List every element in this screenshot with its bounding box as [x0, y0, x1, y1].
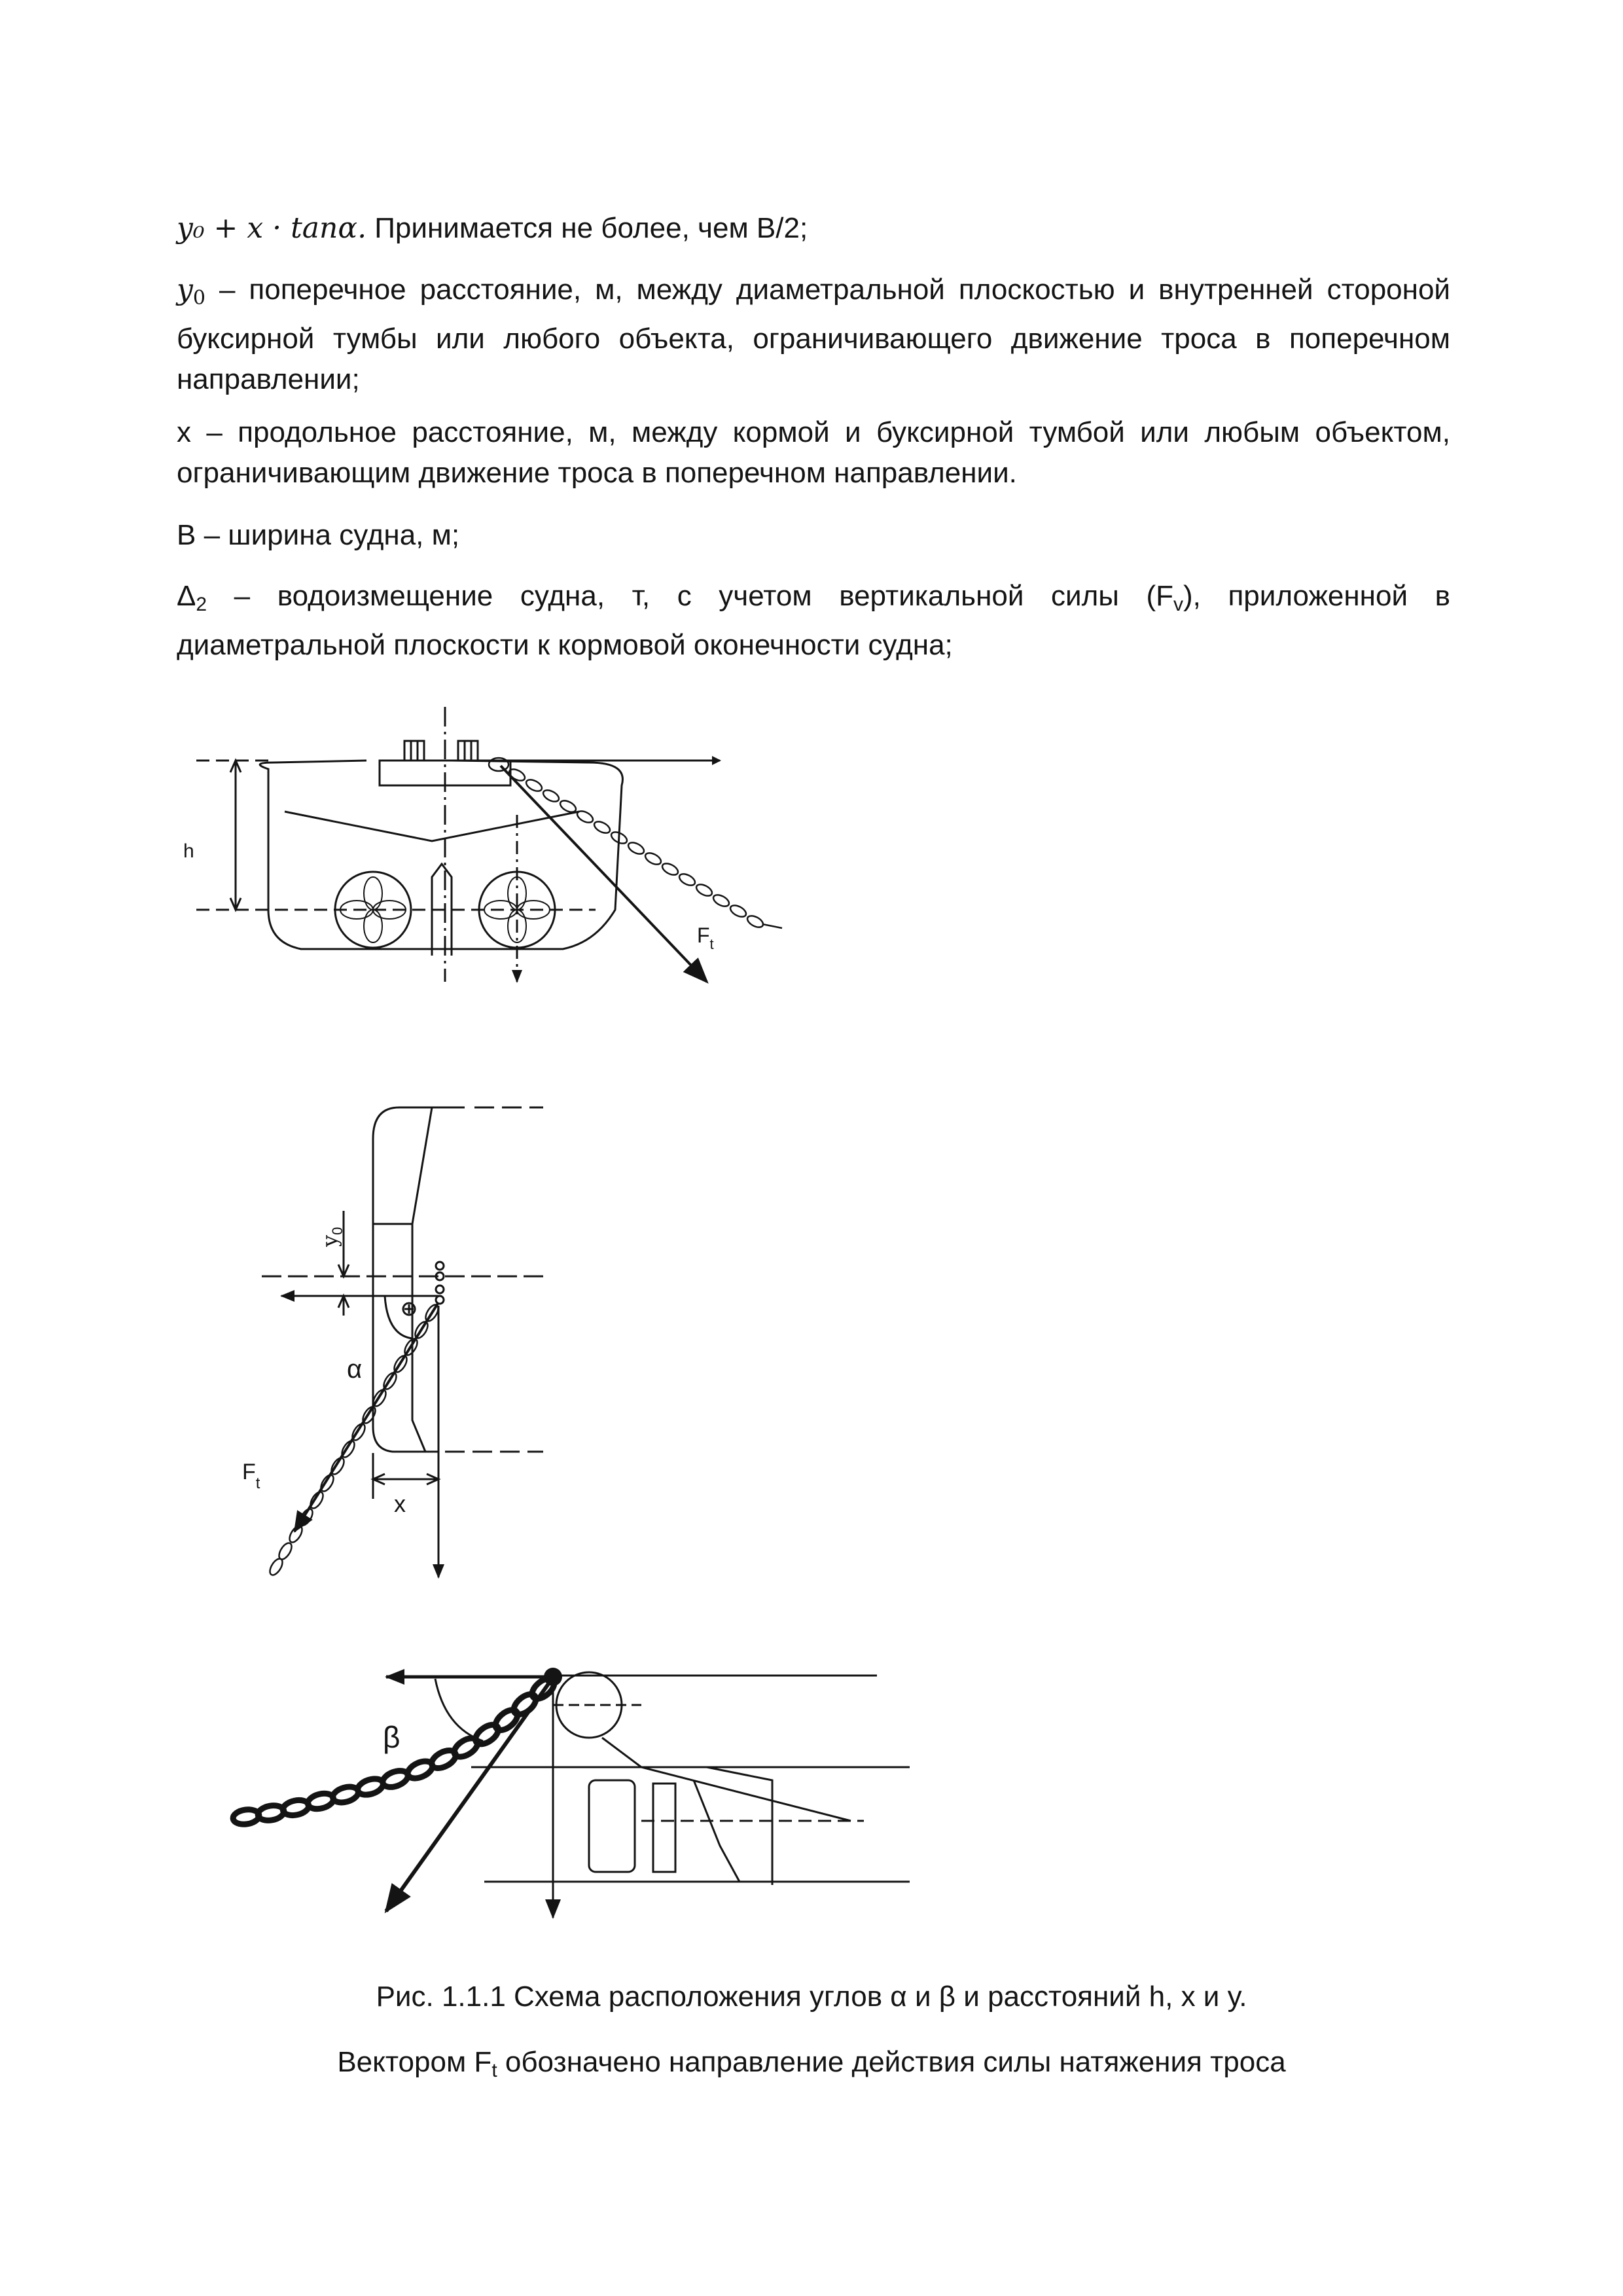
- formula-line: [177, 208, 1450, 249]
- figure-caption-line1: Рис. 1.1.1 Схема расположения углов α и β и расстояний h, x и у.: [376, 1981, 1247, 2013]
- x-label: x: [394, 1490, 406, 1517]
- tow-rope-plan: [268, 1302, 441, 1577]
- hull-outline: [260, 761, 622, 949]
- ft-label-plan: $F_t$: [242, 1460, 260, 1492]
- ft-label-top: $F_t$: [697, 924, 714, 952]
- figure-side-view: [223, 1649, 962, 1924]
- h-label: h: [183, 840, 194, 862]
- bitt-point: [544, 1668, 562, 1686]
- figure-plan-view: [216, 1080, 582, 1584]
- tension-arrow-side: [386, 1682, 550, 1911]
- figure-stern-section: [170, 694, 825, 995]
- caption-ft-subscript: t: [491, 2060, 497, 2081]
- y0-definition: [177, 270, 1450, 400]
- tension-arrow-plan: [294, 1302, 438, 1532]
- y0-symbol: y: [177, 273, 193, 306]
- y0-label: $y_0$: [317, 1227, 346, 1247]
- formula: 𝑦₀ + 𝑥 · 𝑡𝑎𝑛𝛼.: [177, 211, 367, 245]
- fv-subscript: v: [1173, 594, 1183, 615]
- b-definition: B – ширина судна, м;: [177, 519, 460, 551]
- delta2-definition: [177, 576, 1450, 666]
- caption-text-a: Вектором F: [337, 2046, 492, 2078]
- delta-text-a: – водоизмещение судна, т, с учетом вертикальной силы (F: [207, 580, 1173, 612]
- x-definition: x – продольное расстояние, м, между кормой и буксирной тумбой или любым объектом, ограничивающим движение троса в поперечном направлении.: [177, 416, 1450, 489]
- alpha-label: α: [347, 1355, 363, 1384]
- delta-symbol: Δ: [177, 580, 196, 612]
- formula-note: Принимается не более, чем В/2;: [374, 212, 808, 244]
- machinery-box: [589, 1780, 635, 1872]
- y0-subscript: 0: [192, 287, 205, 310]
- tow-rope-chain: [489, 758, 782, 929]
- y0-text: – поперечное расстояние, м, между диаметральной плоскостью и внутренней стороной буксирной тумбы или любого объекта, ограничивающего движение троса в поперечном направлении;: [177, 274, 1450, 395]
- delta-subscript: 2: [196, 594, 207, 615]
- caption-text-b: обозначено направление действия силы натяжения троса: [497, 2046, 1286, 2078]
- deck-line: [285, 812, 579, 841]
- beta-label: β: [383, 1720, 401, 1754]
- delta-text-b: ), приложенной в диаметральной плоскости к кормовой оконечности судна;: [177, 580, 1450, 661]
- figure-caption-line2: [0, 2042, 1623, 2091]
